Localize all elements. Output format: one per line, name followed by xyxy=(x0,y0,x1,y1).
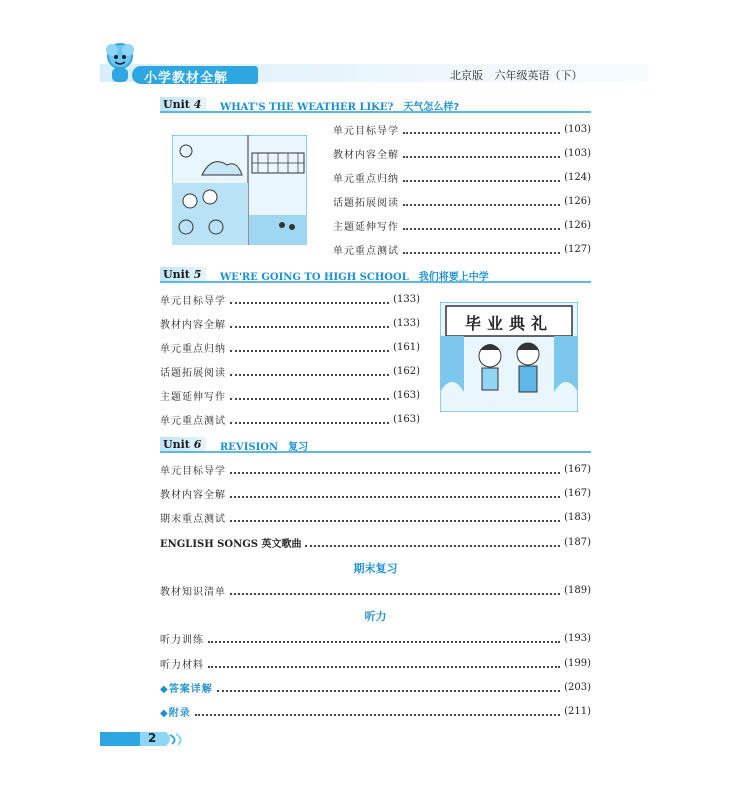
unit-word: Unit xyxy=(163,268,190,281)
banner-text: 毕业典礼 xyxy=(464,314,553,333)
unit-number: 6 xyxy=(193,438,202,451)
toc-page: (163) xyxy=(393,413,420,425)
edition-label: 北京版 xyxy=(450,69,483,82)
toc-page: (124) xyxy=(564,171,591,183)
toc-label: 单元目标导学 xyxy=(333,125,399,137)
toc-label: 主题延伸写作 xyxy=(160,391,226,403)
toc-page: (161) xyxy=(393,341,420,353)
unit-title-cn: 我们将要上中学 xyxy=(418,272,489,283)
weather-scene-icon xyxy=(172,135,307,245)
toc-page: (167) xyxy=(564,463,591,475)
toc-label: ◆附录 xyxy=(160,707,191,719)
book-title: 六年级英语（下） xyxy=(494,69,583,82)
toc-entry[interactable] xyxy=(160,510,591,524)
toc-entry[interactable] xyxy=(160,486,591,500)
toc-page: (187) xyxy=(564,536,591,548)
toc-label: 话题拓展阅读 xyxy=(160,367,226,379)
toc-entry[interactable] xyxy=(333,218,591,232)
unit-number: 5 xyxy=(193,268,202,281)
unit-5-heading xyxy=(160,268,591,282)
toc-label: 单元重点归纳 xyxy=(160,343,226,355)
unit-word: Unit xyxy=(163,438,190,451)
toc-label: 单元重点测试 xyxy=(333,245,399,257)
toc-page: (183) xyxy=(564,511,591,523)
toc-entry[interactable] xyxy=(160,292,420,306)
toc-label: 听力材料 xyxy=(160,659,204,671)
toc-page: (199) xyxy=(564,657,591,669)
toc-label: 听力训练 xyxy=(160,634,204,646)
toc-page: (103) xyxy=(564,147,591,159)
toc-label: 期末重点测试 xyxy=(160,513,226,525)
toc-entry[interactable] xyxy=(160,364,420,378)
unit-title-cn: 天气怎么样? xyxy=(403,102,460,113)
series-logo xyxy=(100,40,260,86)
toc-label: 主题延伸写作 xyxy=(333,221,399,233)
toc-entry[interactable] xyxy=(160,316,420,330)
toc-label: 单元重点测试 xyxy=(160,415,226,427)
toc-page: (126) xyxy=(564,195,591,207)
toc-entry[interactable] xyxy=(160,583,591,597)
toc-page: (127) xyxy=(564,243,591,255)
logo-text: 小学教材全解 xyxy=(144,71,229,86)
unit-title: REVISION xyxy=(220,442,279,453)
toc-entry[interactable] xyxy=(160,340,420,354)
graduation-illustration xyxy=(440,302,578,412)
toc-label: 单元重点归纳 xyxy=(333,173,399,185)
toc-entry[interactable] xyxy=(333,194,591,208)
toc-label: 单元目标导学 xyxy=(160,295,226,307)
toc-entry-songs[interactable] xyxy=(160,535,591,549)
header-book-info xyxy=(450,67,591,83)
toc-page: (203) xyxy=(564,681,591,693)
toc-entry[interactable] xyxy=(333,170,591,184)
unit-title: WE'RE GOING TO HIGH SCHOOL xyxy=(220,272,409,283)
page-number: 2 xyxy=(148,731,157,745)
toc-label: 单元目标导学 xyxy=(160,465,226,477)
toc-entry[interactable] xyxy=(160,462,591,476)
toc-label: 教材内容全解 xyxy=(160,489,226,501)
unit-word: Unit xyxy=(163,98,190,111)
unit-number: 4 xyxy=(193,98,202,111)
toc-entry[interactable] xyxy=(333,242,591,256)
toc-label: 教材内容全解 xyxy=(160,319,226,331)
toc-page: (133) xyxy=(393,317,420,329)
toc-page: (167) xyxy=(564,487,591,499)
toc-entry[interactable] xyxy=(333,146,591,160)
toc-label: 教材知识清单 xyxy=(160,586,226,598)
toc-page: (126) xyxy=(564,219,591,231)
toc-page: (193) xyxy=(564,632,591,644)
toc-entry[interactable] xyxy=(333,122,591,136)
toc-page: (133) xyxy=(393,293,420,305)
final-review-title: 期末复习 xyxy=(353,562,398,575)
page-number-badge xyxy=(100,732,190,746)
toc-page: (162) xyxy=(393,365,420,377)
toc-label: 教材内容全解 xyxy=(333,149,399,161)
toc-label: 话题拓展阅读 xyxy=(333,197,399,209)
listening-title: 听力 xyxy=(364,610,387,623)
unit-title: WHAT'S THE WEATHER LIKE? xyxy=(220,102,394,113)
toc-label: ◆答案详解 xyxy=(160,683,213,695)
toc-page: (189) xyxy=(564,584,591,596)
toc-entry[interactable] xyxy=(160,631,591,645)
toc-label: ENGLISH SONGS 英文歌曲 xyxy=(160,538,302,550)
page-tab-icon xyxy=(100,732,190,746)
unit-4-heading xyxy=(160,98,591,112)
toc-page: (103) xyxy=(564,123,591,135)
toc-page: (163) xyxy=(393,389,420,401)
weather-illustration xyxy=(172,135,307,245)
toc-entry-answers[interactable] xyxy=(160,680,591,694)
unit-title-cn: 复习 xyxy=(288,442,309,453)
unit-6-heading xyxy=(160,438,591,452)
toc-entry-appendix[interactable] xyxy=(160,704,591,718)
toc-entry[interactable] xyxy=(160,656,591,670)
toc-entry[interactable] xyxy=(160,412,420,426)
toc-entry[interactable] xyxy=(160,388,420,402)
toc-page: (211) xyxy=(564,705,591,717)
